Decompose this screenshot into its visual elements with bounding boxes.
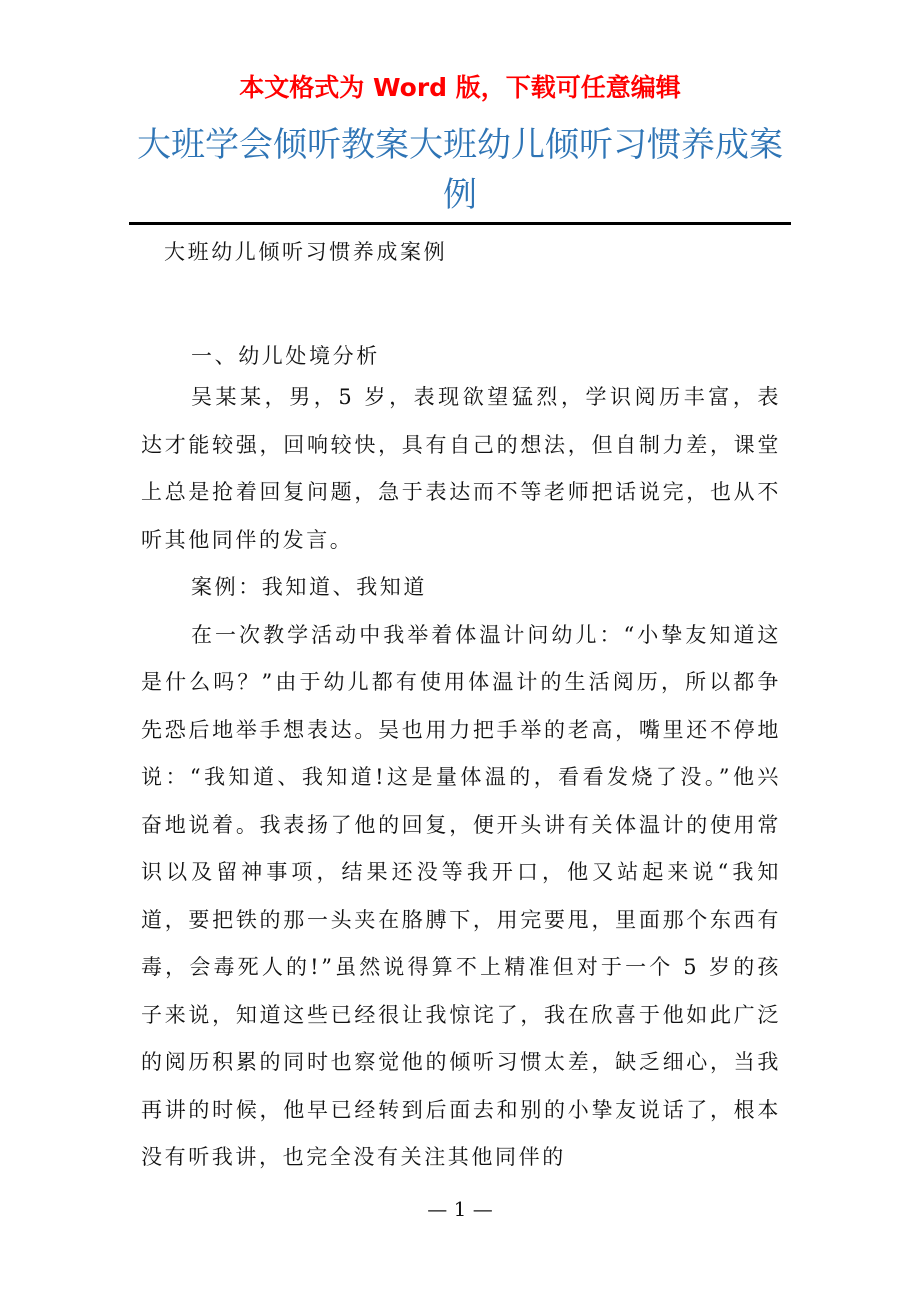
paragraph-child-analysis: 吴某某，男，5 岁，表现欲望猛烈，学识阅历丰富，表达才能较强，回响较快，具有自己的想法，但自制力差，课堂上总是抢着回复问题，急于表达而不等老师把话说完，也从不听其他同伴的发言。	[141, 385, 781, 552]
title-divider	[129, 222, 791, 225]
body-paragraph-block	[141, 374, 781, 1182]
document-title: 大班学会倾听教案大班幼儿倾听习惯养成案例	[137, 125, 783, 215]
page-number: — 1 —	[427, 1197, 493, 1221]
section-heading: 一、幼儿处境分析	[191, 344, 380, 368]
document-subtitle: 大班幼儿倾听习惯养成案例	[164, 240, 448, 264]
editable-format-banner: 本文格式为 Word 版，下载可任意编辑	[239, 73, 681, 102]
paragraph-case-title: 案例：我知道、我知道	[191, 575, 427, 599]
paragraph-case-story: 在一次教学活动中我举着体温计问幼儿：“小挚友知道这是什么吗？”由于幼儿都有使用体温计的生活阅历，所以都争先恐后地举手想表达。吴也用力把手举的老高，嘴里还不停地说：“我知道、我知道!这是量体温的，看看发烧了没。”他兴奋地说着。我表扬了他的回复，便开头讲有关体温计的使用常识以及留神事项，结果还没等我开口，他又站起来说“我知道，要把铁的那一头夹在胳膊下，用完要甩，里面那个东西有毒，会毒死人的!”虽然说得算不上精准但对于一个 5 岁的孩子来说，知道这些已经很让我惊诧了，我在欣喜于他如此广泛的阅历积累的同时也察觉他的倾听习惯太差，缺乏细心，当我再讲的时候，他早已经转到后面去和别的小挚友说话了，根本没有听我讲，也完全没有关注其他同伴的	[141, 622, 781, 1169]
